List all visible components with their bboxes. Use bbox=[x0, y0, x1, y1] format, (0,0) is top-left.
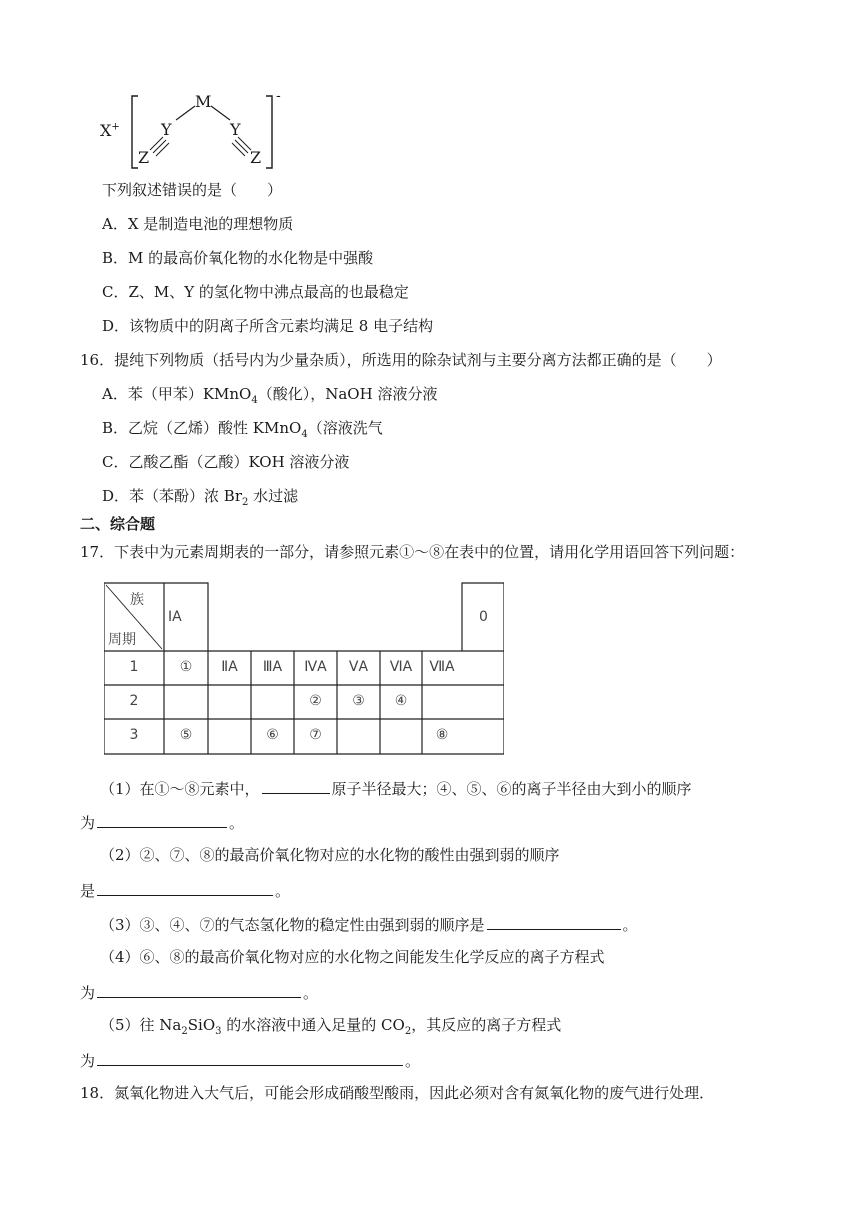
answer-blank[interactable] bbox=[97, 811, 227, 828]
q17-sub1-cont: 为 。 bbox=[80, 811, 244, 833]
q17-stem: 17．下表中为元素周期表的一部分，请参照元素①～⑧在表中的位置，请用化学用语回答下列问题： bbox=[80, 543, 745, 561]
q16-option-d: D．苯（苯酚）浓 $Br_2$ 水过滤 bbox=[102, 487, 299, 508]
group-iia-label: ⅡA bbox=[221, 659, 238, 675]
period-3-label: 3 bbox=[129, 727, 139, 743]
q15-option-b: B．M 的最高价氧化物的水化物是中强酸 bbox=[102, 249, 374, 267]
corner-period-label: 周期 bbox=[108, 632, 136, 648]
q17-sub5-cont: 为 。 bbox=[80, 1049, 420, 1071]
group-ia-label: ⅠA bbox=[168, 609, 182, 625]
atom-z-left: Z bbox=[138, 148, 150, 167]
group-iva-label: ⅣA bbox=[304, 659, 327, 675]
answer-blank[interactable] bbox=[97, 1049, 403, 1066]
atom-m: M bbox=[195, 92, 212, 111]
q17-sub5: （5）往 $Na_2SiO_3$ 的水溶液中通入足量的 $CO_2$，其反应的离子方程式 bbox=[100, 1016, 562, 1037]
answer-blank[interactable] bbox=[262, 777, 330, 794]
group-va-label: ⅤA bbox=[348, 659, 369, 675]
q17-sub4: （4）⑥、⑧的最高价氧化物对应的水化物之间能发生化学反应的离子方程式 bbox=[100, 948, 605, 966]
q15-stem: 下列叙述错误的是（ ） bbox=[102, 181, 283, 199]
period-1-label: 1 bbox=[129, 659, 139, 675]
atom-z-right: Z bbox=[250, 148, 262, 167]
element-2: ② bbox=[309, 693, 322, 709]
q16-stem: 16．提纯下列物质（括号内为少量杂质），所选用的除杂试剂与主要分离方法都正确的是（ ） bbox=[80, 351, 722, 369]
group-iiia-label: ⅢA bbox=[262, 659, 283, 675]
element-7: ⑦ bbox=[309, 727, 322, 743]
element-6: ⑥ bbox=[266, 727, 279, 743]
element-8: ⑧ bbox=[435, 727, 449, 743]
q18-stem: 18．氮氧化物进入大气后，可能会形成硝酸型酸雨，因此必须对含有氮氧化物的废气进行处理． bbox=[80, 1084, 715, 1102]
q16-option-a: A．苯（甲苯）KMnO$_4$（酸化），NaOH 溶液分液 bbox=[102, 385, 438, 406]
q17-sub1: （1）在①～⑧元素中， 原子半径最大；④、⑤、⑥的离子半径由大到小的顺序 bbox=[100, 777, 692, 799]
answer-blank[interactable] bbox=[97, 879, 273, 896]
group-viia-label: ⅦA bbox=[429, 659, 455, 675]
q16-option-c: C．乙酸乙酯（乙酸）KOH 溶液分液 bbox=[102, 453, 350, 471]
answer-blank[interactable] bbox=[487, 913, 621, 930]
q17-sub3: （3）③、④、⑦的气态氢化物的稳定性由强到弱的顺序是 。 bbox=[100, 913, 638, 935]
q15-option-a: A．X 是制造电池的理想物质 bbox=[102, 215, 294, 233]
answer-blank[interactable] bbox=[97, 981, 301, 998]
q17-sub2: （2）②、⑦、⑧的最高价氧化物对应的水化物的酸性由强到弱的顺序 bbox=[100, 846, 560, 864]
q15-option-c: C．Z、M、Y 的氢化物中沸点最高的也最稳定 bbox=[102, 283, 409, 301]
group-0-label: 0 bbox=[479, 609, 488, 625]
section-heading: 二、综合题 bbox=[80, 515, 156, 533]
period-2-label: 2 bbox=[129, 693, 139, 709]
element-5: ⑤ bbox=[179, 727, 193, 743]
cation-label: X+ bbox=[100, 121, 120, 140]
structure-diagram bbox=[98, 88, 298, 173]
element-4: ④ bbox=[394, 693, 408, 709]
element-3: ③ bbox=[352, 693, 365, 709]
atom-y-left: Y bbox=[161, 120, 172, 139]
periodic-table bbox=[104, 581, 504, 756]
group-via-label: ⅥA bbox=[389, 659, 413, 675]
corner-group-label: 族 bbox=[130, 592, 144, 608]
atom-y-right: Y bbox=[230, 120, 241, 139]
anion-charge: - bbox=[276, 88, 281, 104]
q17-sub2-cont: 是 。 bbox=[80, 879, 290, 901]
q15-option-d: D．该物质中的阴离子所含元素均满足 8 电子结构 bbox=[102, 317, 434, 335]
element-1: ① bbox=[179, 659, 193, 675]
q16-option-b: B．乙烷（乙烯）酸性 KMnO$_4$（溶液洗气 bbox=[102, 419, 383, 440]
q17-sub4-cont: 为 。 bbox=[80, 981, 318, 1003]
